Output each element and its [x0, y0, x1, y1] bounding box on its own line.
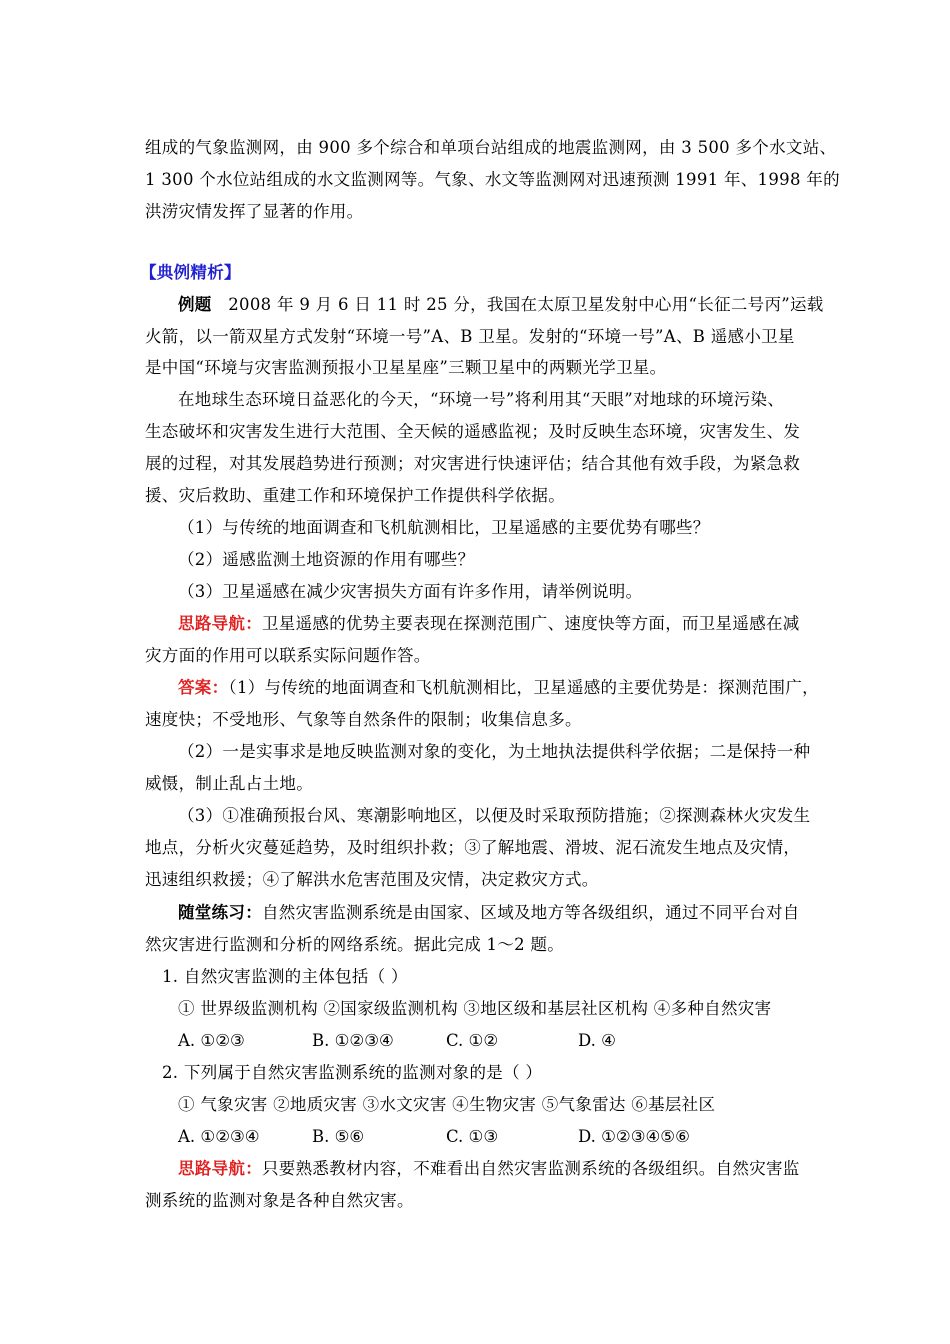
guide-2-line-1	[178, 1159, 800, 1179]
practice-line-2: 然灾害进行监测和分析的网络系统。据此完成 1～2 题。	[145, 935, 565, 954]
practice-line-1	[178, 903, 800, 923]
answer-3-line-3: 迅速组织救援；④了解洪水危害范围及灾情，决定救灾方式。	[145, 870, 599, 889]
q2-option-c: C. ①③	[446, 1127, 499, 1146]
practice-question-2: 2. 下列属于自然灾害监测系统的监测对象的是（ ）	[162, 1063, 543, 1082]
answer-line-1	[178, 678, 819, 698]
example-line-3: 是中国“环境与灾害监测预报小卫星星座”三颗卫星中的两颗光学卫星。	[145, 358, 667, 377]
section-title: 【典例精析】	[140, 263, 241, 282]
example-question-3: （3）卫星遥感在减少灾害损失方面有许多作用，请举例说明。	[178, 582, 643, 601]
example-line-2: 火箭，以一箭双星方式发射“环境一号”A、B 卫星。发射的“环境一号”A、B 遥感小卫星	[145, 327, 795, 346]
practice-question-2-items: ① 气象灾害 ②地质灾害 ③水文灾害 ④生物灾害 ⑤气象雷达 ⑥基层社区	[178, 1095, 716, 1114]
example-question-2: （2）遥感监测土地资源的作用有哪些？	[178, 550, 475, 569]
q1-option-c: C. ①②	[446, 1031, 499, 1050]
guide-2-text-1: 只要熟悉教材内容，不难看出自然灾害监测系统的各级组织。自然灾害监	[262, 1159, 800, 1178]
example-para2-line-2: 生态破坏和灾害发生进行大范围、全天候的遥感监视；及时反映生态环境，灾害发生、发	[145, 422, 801, 441]
example-question-1: （1）与传统的地面调查和飞机航测相比，卫星遥感的主要优势有哪些？	[178, 518, 710, 537]
answer-1-text-1: （1）与传统的地面调查和飞机航测相比，卫星遥感的主要优势是：探测范围广，	[228, 678, 819, 697]
example-para2-line-3: 展的过程，对其发展趋势进行预测；对灾害进行快速评估；结合其他有效手段，为紧急救	[145, 454, 801, 473]
q1-option-a: A. ①②③	[178, 1031, 245, 1050]
q1-option-b: B. ①②③④	[312, 1031, 394, 1050]
practice-label: 随堂练习：	[178, 903, 262, 922]
q2-option-a: A. ①②③④	[178, 1127, 260, 1146]
q2-option-d: D. ①②③④⑤⑥	[578, 1127, 690, 1146]
answer-3-line-2: 地点，分析火灾蔓延趋势，及时组织扑救；③了解地震、滑坡、泥石流发生地点及灾情，	[145, 838, 801, 857]
example-line-1	[178, 295, 824, 315]
guide-1-line-1	[178, 614, 800, 634]
practice-question-1: 1. 自然灾害监测的主体包括（ ）	[162, 967, 408, 986]
intro-line-1: 组成的气象监测网，由 900 多个综合和单项台站组成的地震监测网，由 3 500 多个水文站、	[145, 138, 837, 157]
guide-2-line-2: 测系统的监测对象是各种自然灾害。	[145, 1191, 414, 1210]
answer-2-line-1: （2）一是实事求是地反映监测对象的变化，为土地执法提供科学依据；二是保持一种	[178, 742, 811, 761]
answer-2-line-2: 威慑，制止乱占土地。	[145, 774, 313, 793]
guide-2-label: 思路导航：	[178, 1159, 262, 1178]
example-para2-line-4: 援、灾后救助、重建工作和环境保护工作提供科学依据。	[145, 486, 565, 505]
q2-option-b: B. ⑤⑥	[312, 1127, 365, 1146]
answer-1-line-2: 速度快；不受地形、气象等自然条件的限制；收集信息多。	[145, 710, 582, 729]
guide-1-label: 思路导航：	[178, 614, 262, 633]
example-label: 例题	[178, 295, 212, 314]
q1-option-d: D. ④	[578, 1031, 616, 1050]
answer-label: 答案：	[178, 678, 229, 697]
intro-line-3: 洪涝灾情发挥了显著的作用。	[145, 202, 364, 221]
guide-1-line-2: 灾方面的作用可以联系实际问题作答。	[145, 646, 431, 665]
intro-line-2: 1 300 个水位站组成的水文监测网等。气象、水文等监测网对迅速预测 1991 年、1998 年的	[145, 170, 840, 189]
guide-1-text-1: 卫星遥感的优势主要表现在探测范围广、速度快等方面，而卫星遥感在减	[262, 614, 800, 633]
practice-text-1: 自然灾害监测系统是由国家、区域及地方等各级组织，通过不同平台对自	[262, 903, 800, 922]
example-para2-line-1: 在地球生态环境日益恶化的今天，“环境一号”将利用其“天眼”对地球的环境污染、	[178, 390, 785, 409]
practice-question-1-items: ① 世界级监测机构 ②国家级监测机构 ③地区级和基层社区机构 ④多种自然灾害	[178, 999, 772, 1018]
example-text-1: 2008 年 9 月 6 日 11 时 25 分，我国在太原卫星发射中心用“长征二号丙”运载	[228, 295, 824, 314]
answer-3-line-1: （3）①准确预报台风、寒潮影响地区，以便及时采取预防措施；②探测森林火灾发生	[178, 806, 811, 825]
